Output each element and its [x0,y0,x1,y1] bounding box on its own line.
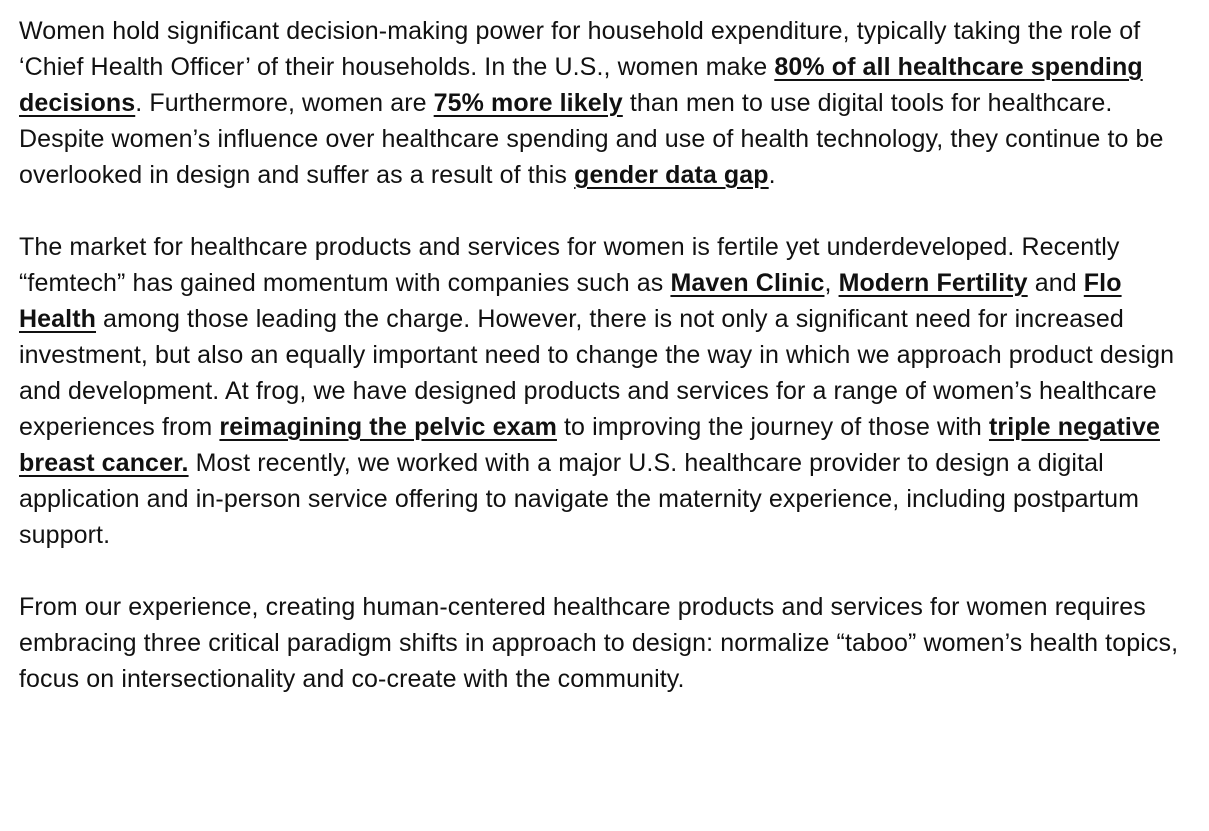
link-modern-fertility[interactable]: Modern Fertility [838,269,1028,297]
link-triple-negative-breast-cancer[interactable]: triple negative breast cancer. [19,413,1160,477]
link-maven-clinic[interactable]: Maven Clinic [670,269,825,297]
text-run: . [768,161,776,189]
link-reimagining-pelvic-exam[interactable]: reimagining the pelvic exam [219,413,557,441]
text-run: and [1027,269,1084,297]
link-75-percent-more-likely[interactable]: 75% more likely [433,89,623,117]
text-run: among those leading the charge. However, there is not only a significant need for increased investment, but also an equally important need to change the way in which we approach product design and development. At frog, we have designed products and services for a range of women’s healthcare experiences from [19,305,1175,441]
text-run: From our experience, creating human-centered healthcare products and services for women requires embracing three critical paradigm shifts in approach to design: normalize “taboo” women’s health topics, focus on intersectionality and co-create with the community. [19,593,1179,693]
text-run: Women hold significant decision-making power for household expenditure, typically taking the role of ‘Chief Health Officer’ of their households. In the U.S., women make [19,17,1141,81]
article-body [19,13,1189,697]
paragraph-2 [19,229,1189,553]
paragraph-3 [19,589,1189,697]
paragraph-1 [19,13,1189,193]
link-flo-health[interactable]: Flo Health [19,269,1122,333]
text-run: . Furthermore, women are [135,89,434,117]
text-run: Most recently, we worked with a major U.S. healthcare provider to design a digital application and in-person service offering to navigate the maternity experience, including postpartum support. [19,449,1140,549]
text-run: , [824,269,839,297]
link-80-percent-spending-decisions[interactable]: 80% of all healthcare spending decisions [19,53,1143,117]
text-run: to improving the journey of those with [556,413,989,441]
text-run: than men to use digital tools for healthcare. Despite women’s influence over healthcare spending and use of health technology, they continue to be overlooked in design and suffer as a result of this [19,89,1164,189]
link-gender-data-gap[interactable]: gender data gap [574,161,769,189]
text-run: The market for healthcare products and services for women is fertile yet underdeveloped. Recently “femtech” has gained momentum with companies such as [19,233,1120,297]
